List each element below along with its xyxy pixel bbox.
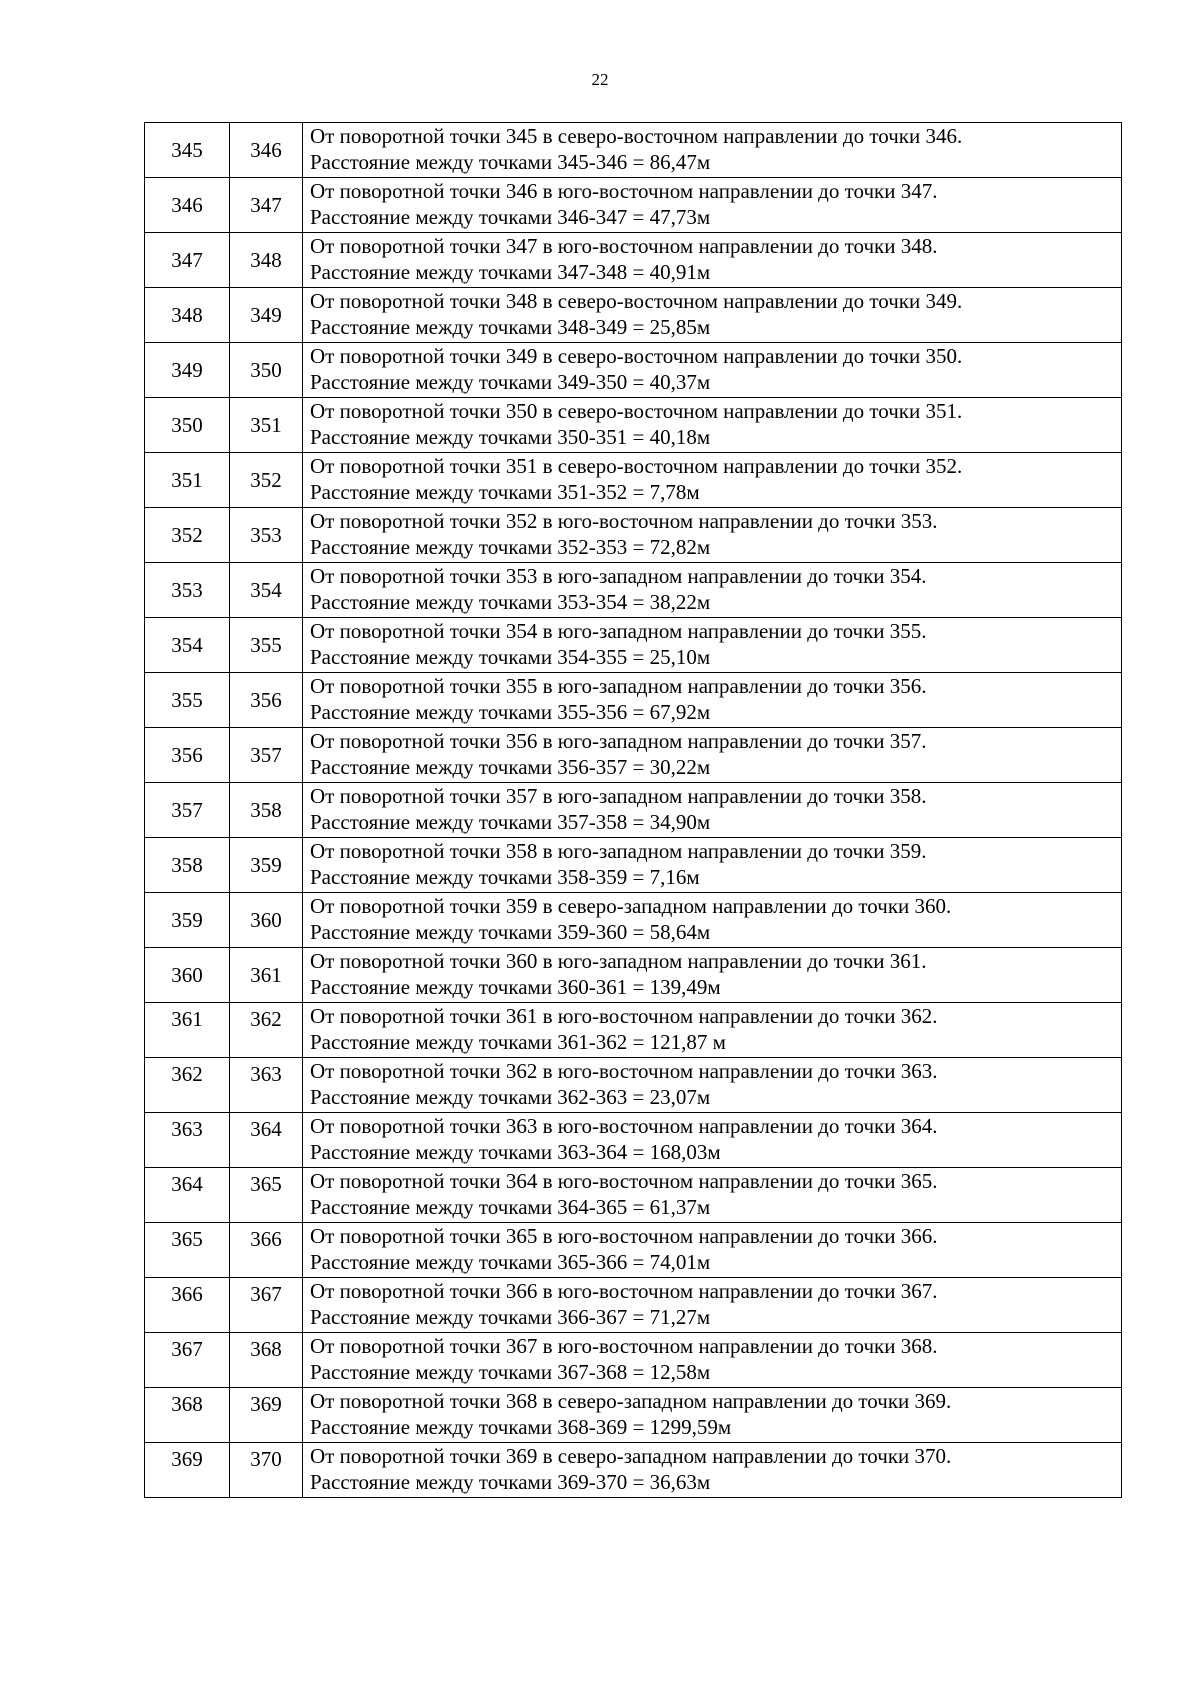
table-row xyxy=(145,1388,1122,1443)
distance-text: Расстояние между точками 352-353 = 72,82м xyxy=(310,535,711,559)
point-to-cell: 359 xyxy=(230,838,303,893)
segment-description-cell xyxy=(303,563,1122,618)
point-to-cell: 361 xyxy=(230,948,303,1003)
distance-text: Расстояние между точками 357-358 = 34,90м xyxy=(310,810,711,834)
distance-text: Расстояние между точками 347-348 = 40,91м xyxy=(310,260,711,284)
boundary-points-table-body xyxy=(145,123,1122,1498)
table-row xyxy=(145,1443,1122,1498)
segment-description-cell xyxy=(303,453,1122,508)
direction-text: От поворотной точки 359 в северо-западном направлении до точки 360. xyxy=(310,894,952,918)
point-from-cell: 353 xyxy=(145,563,230,618)
distance-text: Расстояние между точками 367-368 = 12,58м xyxy=(310,1360,711,1384)
table-row xyxy=(145,343,1122,398)
distance-text: Расстояние между точками 363-364 = 168,03м xyxy=(310,1140,721,1164)
point-from-cell: 368 xyxy=(145,1388,230,1443)
point-from-cell: 346 xyxy=(145,178,230,233)
direction-text: От поворотной точки 364 в юго-восточном направлении до точки 365. xyxy=(310,1169,938,1193)
point-from-cell: 362 xyxy=(145,1058,230,1113)
segment-description-cell xyxy=(303,1168,1122,1223)
point-from-cell: 363 xyxy=(145,1113,230,1168)
point-to-cell: 370 xyxy=(230,1443,303,1498)
distance-text: Расстояние между точками 345-346 = 86,47м xyxy=(310,150,711,174)
direction-text: От поворотной точки 346 в юго-восточном направлении до точки 347. xyxy=(310,179,938,203)
point-to-cell: 352 xyxy=(230,453,303,508)
table-row xyxy=(145,893,1122,948)
table-row xyxy=(145,233,1122,288)
direction-text: От поворотной точки 347 в юго-восточном направлении до точки 348. xyxy=(310,234,938,258)
point-from-cell: 351 xyxy=(145,453,230,508)
direction-text: От поворотной точки 369 в северо-западном направлении до точки 370. xyxy=(310,1444,952,1468)
distance-text: Расстояние между точками 358-359 = 7,16м xyxy=(310,865,700,889)
segment-description-cell xyxy=(303,1443,1122,1498)
page-number: 22 xyxy=(591,70,609,89)
distance-text: Расстояние между точками 365-366 = 74,01м xyxy=(310,1250,711,1274)
point-to-cell: 358 xyxy=(230,783,303,838)
point-to-cell: 368 xyxy=(230,1333,303,1388)
segment-description-cell xyxy=(303,893,1122,948)
segment-description-cell xyxy=(303,1223,1122,1278)
direction-text: От поворотной точки 366 в юго-восточном направлении до точки 367. xyxy=(310,1279,938,1303)
segment-description-cell xyxy=(303,123,1122,178)
table-row xyxy=(145,948,1122,1003)
segment-description-cell xyxy=(303,783,1122,838)
segment-description-cell xyxy=(303,948,1122,1003)
point-from-cell: 347 xyxy=(145,233,230,288)
segment-description-cell xyxy=(303,343,1122,398)
direction-text: От поворотной точки 345 в северо-восточном направлении до точки 346. xyxy=(310,124,963,148)
segment-description-cell xyxy=(303,398,1122,453)
point-from-cell: 365 xyxy=(145,1223,230,1278)
point-from-cell: 367 xyxy=(145,1333,230,1388)
table-row xyxy=(145,1168,1122,1223)
segment-description-cell xyxy=(303,508,1122,563)
direction-text: От поворотной точки 348 в северо-восточном направлении до точки 349. xyxy=(310,289,963,313)
point-from-cell: 369 xyxy=(145,1443,230,1498)
direction-text: От поворотной точки 352 в юго-восточном направлении до точки 353. xyxy=(310,509,938,533)
point-from-cell: 352 xyxy=(145,508,230,563)
direction-text: От поворотной точки 354 в юго-западном направлении до точки 355. xyxy=(310,619,927,643)
point-to-cell: 356 xyxy=(230,673,303,728)
point-to-cell: 353 xyxy=(230,508,303,563)
table-row xyxy=(145,508,1122,563)
point-from-cell: 364 xyxy=(145,1168,230,1223)
table-row xyxy=(145,123,1122,178)
table-row xyxy=(145,178,1122,233)
point-from-cell: 348 xyxy=(145,288,230,343)
table-row xyxy=(145,673,1122,728)
table-row xyxy=(145,1003,1122,1058)
segment-description-cell xyxy=(303,728,1122,783)
point-from-cell: 345 xyxy=(145,123,230,178)
point-to-cell: 360 xyxy=(230,893,303,948)
boundary-points-table xyxy=(144,122,1122,1498)
table-row xyxy=(145,1223,1122,1278)
distance-text: Расстояние между точками 349-350 = 40,37м xyxy=(310,370,711,394)
segment-description-cell xyxy=(303,618,1122,673)
direction-text: От поворотной точки 365 в юго-восточном направлении до точки 366. xyxy=(310,1224,938,1248)
point-from-cell: 350 xyxy=(145,398,230,453)
point-to-cell: 369 xyxy=(230,1388,303,1443)
point-to-cell: 365 xyxy=(230,1168,303,1223)
point-to-cell: 346 xyxy=(230,123,303,178)
point-from-cell: 359 xyxy=(145,893,230,948)
distance-text: Расстояние между точками 353-354 = 38,22м xyxy=(310,590,711,614)
distance-text: Расстояние между точками 348-349 = 25,85м xyxy=(310,315,711,339)
direction-text: От поворотной точки 358 в юго-западном направлении до точки 359. xyxy=(310,839,927,863)
segment-description-cell xyxy=(303,1003,1122,1058)
distance-text: Расстояние между точками 360-361 = 139,49м xyxy=(310,975,721,999)
direction-text: От поворотной точки 351 в северо-восточном направлении до точки 352. xyxy=(310,454,963,478)
direction-text: От поворотной точки 363 в юго-восточном направлении до точки 364. xyxy=(310,1114,938,1138)
point-from-cell: 357 xyxy=(145,783,230,838)
point-from-cell: 360 xyxy=(145,948,230,1003)
distance-text: Расстояние между точками 354-355 = 25,10м xyxy=(310,645,711,669)
segment-description-cell xyxy=(303,673,1122,728)
segment-description-cell xyxy=(303,838,1122,893)
distance-text: Расстояние между точками 369-370 = 36,63м xyxy=(310,1470,711,1494)
point-to-cell: 364 xyxy=(230,1113,303,1168)
point-from-cell: 356 xyxy=(145,728,230,783)
point-to-cell: 366 xyxy=(230,1223,303,1278)
point-to-cell: 349 xyxy=(230,288,303,343)
distance-text: Расстояние между точками 359-360 = 58,64м xyxy=(310,920,711,944)
table-row xyxy=(145,1333,1122,1388)
distance-text: Расстояние между точками 346-347 = 47,73м xyxy=(310,205,711,229)
direction-text: От поворотной точки 368 в северо-западном направлении до точки 369. xyxy=(310,1389,952,1413)
direction-text: От поворотной точки 356 в юго-западном направлении до точки 357. xyxy=(310,729,927,753)
direction-text: От поворотной точки 367 в юго-восточном направлении до точки 368. xyxy=(310,1334,938,1358)
point-from-cell: 355 xyxy=(145,673,230,728)
segment-description-cell xyxy=(303,1333,1122,1388)
point-to-cell: 348 xyxy=(230,233,303,288)
point-from-cell: 366 xyxy=(145,1278,230,1333)
table-row xyxy=(145,618,1122,673)
direction-text: От поворотной точки 360 в юго-западном направлении до точки 361. xyxy=(310,949,927,973)
distance-text: Расстояние между точками 366-367 = 71,27м xyxy=(310,1305,711,1329)
point-to-cell: 355 xyxy=(230,618,303,673)
segment-description-cell xyxy=(303,178,1122,233)
point-to-cell: 351 xyxy=(230,398,303,453)
table-row xyxy=(145,1058,1122,1113)
distance-text: Расстояние между точками 356-357 = 30,22м xyxy=(310,755,711,779)
distance-text: Расстояние между точками 364-365 = 61,37м xyxy=(310,1195,711,1219)
table-row xyxy=(145,1278,1122,1333)
point-to-cell: 367 xyxy=(230,1278,303,1333)
table-row xyxy=(145,728,1122,783)
segment-description-cell xyxy=(303,1058,1122,1113)
direction-text: От поворотной точки 362 в юго-восточном направлении до точки 363. xyxy=(310,1059,938,1083)
direction-text: От поворотной точки 353 в юго-западном направлении до точки 354. xyxy=(310,564,927,588)
table-row xyxy=(145,783,1122,838)
point-to-cell: 347 xyxy=(230,178,303,233)
table-row xyxy=(145,453,1122,508)
table-row xyxy=(145,563,1122,618)
point-to-cell: 362 xyxy=(230,1003,303,1058)
segment-description-cell xyxy=(303,1278,1122,1333)
point-from-cell: 361 xyxy=(145,1003,230,1058)
table-row xyxy=(145,288,1122,343)
segment-description-cell xyxy=(303,233,1122,288)
distance-text: Расстояние между точками 361-362 = 121,87 м xyxy=(310,1030,726,1054)
direction-text: От поворотной точки 361 в юго-восточном направлении до точки 362. xyxy=(310,1004,938,1028)
distance-text: Расстояние между точками 355-356 = 67,92м xyxy=(310,700,711,724)
distance-text: Расстояние между точками 350-351 = 40,18м xyxy=(310,425,711,449)
direction-text: От поворотной точки 357 в юго-западном направлении до точки 358. xyxy=(310,784,927,808)
point-from-cell: 349 xyxy=(145,343,230,398)
point-from-cell: 354 xyxy=(145,618,230,673)
segment-description-cell xyxy=(303,1388,1122,1443)
table-row xyxy=(145,1113,1122,1168)
table-row xyxy=(145,838,1122,893)
direction-text: От поворотной точки 350 в северо-восточном направлении до точки 351. xyxy=(310,399,963,423)
distance-text: Расстояние между точками 362-363 = 23,07м xyxy=(310,1085,711,1109)
point-to-cell: 354 xyxy=(230,563,303,618)
distance-text: Расстояние между точками 351-352 = 7,78м xyxy=(310,480,700,504)
point-to-cell: 363 xyxy=(230,1058,303,1113)
point-to-cell: 350 xyxy=(230,343,303,398)
direction-text: От поворотной точки 355 в юго-западном направлении до точки 356. xyxy=(310,674,927,698)
direction-text: От поворотной точки 349 в северо-восточном направлении до точки 350. xyxy=(310,344,963,368)
point-from-cell: 358 xyxy=(145,838,230,893)
point-to-cell: 357 xyxy=(230,728,303,783)
table-row xyxy=(145,398,1122,453)
segment-description-cell xyxy=(303,1113,1122,1168)
distance-text: Расстояние между точками 368-369 = 1299,59м xyxy=(310,1415,732,1439)
segment-description-cell xyxy=(303,288,1122,343)
